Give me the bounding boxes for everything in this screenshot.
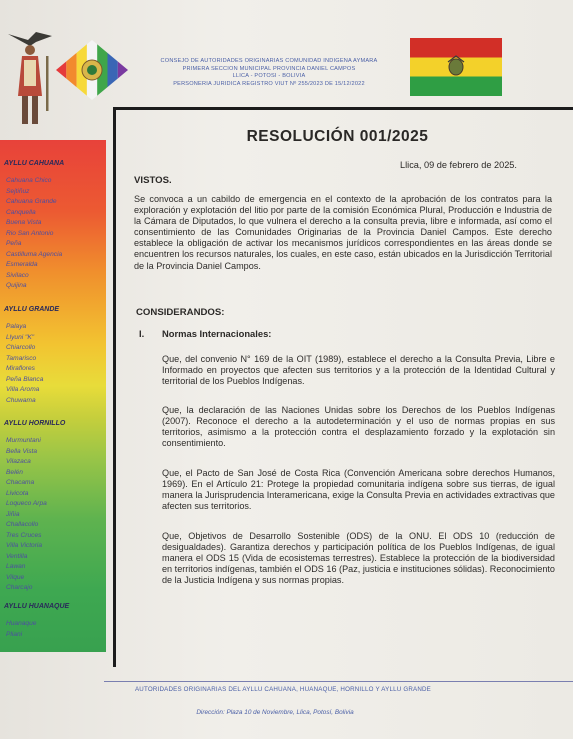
sidebar-community-item: Villa Victoria	[6, 542, 43, 549]
ayllu-sidebar	[0, 140, 106, 652]
section-number: I.	[139, 328, 145, 339]
sidebar-community-item: Rio San Antonio	[6, 229, 54, 237]
sidebar-community-item: Vilazaca	[6, 458, 31, 465]
letterhead-line: PERSONERÍA JURÍDICA REGISTRO VIUT Nº 255/2023 DE 15/12/2022	[173, 80, 365, 87]
sidebar-community-item: Chiarcollo	[6, 344, 36, 351]
sidebar-community-item: Quijina	[6, 282, 27, 289]
footer-address: Dirección: Plaza 10 de Noviembre, Llica, Potosí, Bolivia	[196, 709, 354, 716]
sidebar-group-heading: AYLLU CAHUANA	[4, 160, 65, 167]
sidebar-community-item: Challacollo	[6, 521, 39, 528]
sidebar-group-heading: AYLLU HUANAQUE	[4, 603, 70, 610]
considerandos-heading: CONSIDERANDOS:	[136, 307, 225, 318]
considerando-paragraph: Que, del convenio N° 169 de la OIT (1989), establece el derecho a la Consulta Previa, Libre e Informado en proyectos que afecten sus territorios y a la protección de la Identidad Cultural y territorial de los Pueblos Indígenas.	[162, 354, 555, 387]
sidebar-community-item: Palaya	[6, 323, 27, 330]
sidebar-community-item: Buena Vista	[6, 219, 42, 226]
sidebar-community-item: Pliani	[6, 630, 23, 638]
wiphala-emblem	[56, 40, 128, 100]
condor-figure-emblem	[6, 26, 54, 136]
considerando-paragraph: Que, el Pacto de San José de Costa Rica (Convención Americana sobre derechos Humanos, 1969). En el Artículo 21: Protege la propiedad comunitaria indígena sobre sus tierras, de igual manera la Jurisprudencia Interamericana, exige la Consulta Previa en actividades extractivas que afecten sus territorios.	[162, 468, 555, 512]
letterhead-line: CONSEJO DE AUTORIDADES ORIGINARIAS COMUNIDAD INDÍGENA AYMARA	[160, 58, 378, 64]
sidebar-community-item: Castilluma Agencia	[6, 250, 63, 258]
sidebar-community-item: Huanaque	[6, 620, 37, 627]
resolution-title: RESOLUCIÓN 001/2025	[246, 128, 429, 145]
bolivia-flag-icon	[410, 38, 502, 96]
letterhead	[0, 0, 573, 110]
sidebar-community-item: Lawan	[6, 563, 26, 570]
frame-top-border	[114, 107, 573, 110]
footer-authorities: AUTORIDADES ORIGINARIAS DEL AYLLU CAHUANA, HUANAQUE, HORNILLO Y AYLLU GRANDE	[134, 686, 431, 693]
sidebar-group-heading: AYLLU HORNILLO	[4, 420, 66, 427]
resolution-date: Llica, 09 de febrero de 2025.	[400, 160, 517, 170]
sidebar-community-item: Belén	[6, 468, 23, 476]
sidebar-community-item: Jiñia	[6, 510, 20, 518]
sidebar-group-heading: AYLLU GRANDE	[4, 306, 60, 313]
sidebar-community-item: Peña Blanca	[6, 375, 44, 383]
sidebar-community-item: Villa Aroma	[6, 386, 40, 393]
sidebar-community-item: Bella Vista	[6, 447, 38, 455]
vistos-paragraph: Se convoca a un cabildo de emergencia en el contexto de la aprobación de los contratos para la exploración y explotación del litio por parte de la comisión Económica Plural, Producción e Industria de la Cámara de Diputados, lo que vulnera el derecho a la consulta previa, libre e informada, así como el consentimiento de las Comunidades Originarias de la Provincia Daniel Campos. Este derecho establece la obligación de activar los mecanismos jurídicos correspondientes en las áreas donde se encuentren los recursos naturales, los cuales, en este caso, están ubicados en la Jurisdicción Territorial de la Provincia Daniel Campos.	[134, 194, 552, 271]
sidebar-community-item: Ventilla	[6, 552, 28, 560]
sidebar-community-item: Llyuni "K"	[6, 333, 35, 341]
sidebar-community-item: Sivilaco	[6, 271, 29, 279]
section-title: Normas Internacionales:	[162, 328, 272, 339]
considerando-paragraph: Que, Objetivos de Desarrollo Sostenible (ODS) de la ONU. El ODS 10 (reducción de desigualdades). Garantiza derechos y participación política de los Pueblos Indígenas, de igual manera el ODS 15 (Vida de ecosistemas terrestres). Establece la protección de la biodiversidad en territorios indígenas, también el ODS 16 (Paz, justicia e instituciones sólidas). Reconocimiento de la Justicia Indígena y sus normas propias.	[162, 531, 555, 586]
sidebar-community-item: Peña	[6, 240, 22, 247]
sidebar-community-item: Chuwama	[6, 396, 36, 404]
considerando-paragraph: Que, la declaración de las Naciones Unidas sobre los Derechos de los Pueblos Indígenas (2007). Reconoce el derecho a la autodeterminación y el uso de normas propias en sus territorios, asimismo a la protección contra el desplazamiento forzado y la explotación sin consentimiento.	[162, 405, 555, 449]
sidebar-community-item: Canquella	[6, 208, 36, 216]
sidebar-community-item: Cahuana Chico	[6, 177, 52, 184]
frame-left-border	[113, 107, 116, 667]
sidebar-community-item: Cahuana Grande	[6, 198, 57, 205]
sidebar-community-item: Sejtiñuz	[6, 187, 30, 195]
sidebar-community-item: Tamarisco	[6, 354, 37, 362]
vistos-heading: VISTOS.	[134, 175, 172, 186]
sidebar-community-item: Vilque	[6, 573, 25, 581]
letterhead-line: PRIMERA SECCIÓN MUNICIPAL PROVINCIA DANIEL CAMPOS	[182, 65, 356, 72]
letterhead-line: LLICA - POTOSÍ - BOLIVIA	[232, 73, 306, 80]
sidebar-community-item: Murmuntani	[6, 437, 41, 444]
footer-divider	[104, 681, 573, 682]
sidebar-community-item: Miraflores	[6, 365, 35, 372]
sidebar-community-item: Chacama	[6, 479, 35, 486]
sidebar-community-item: Charcajo	[6, 584, 33, 591]
sidebar-community-item: Esmeralda	[6, 261, 38, 268]
sidebar-community-item: Livicota	[6, 489, 29, 497]
sidebar-community-item: Tres Cruces	[6, 531, 42, 539]
letterhead-text	[128, 58, 410, 88]
sidebar-community-item: Loqueco Arpa	[6, 500, 47, 507]
